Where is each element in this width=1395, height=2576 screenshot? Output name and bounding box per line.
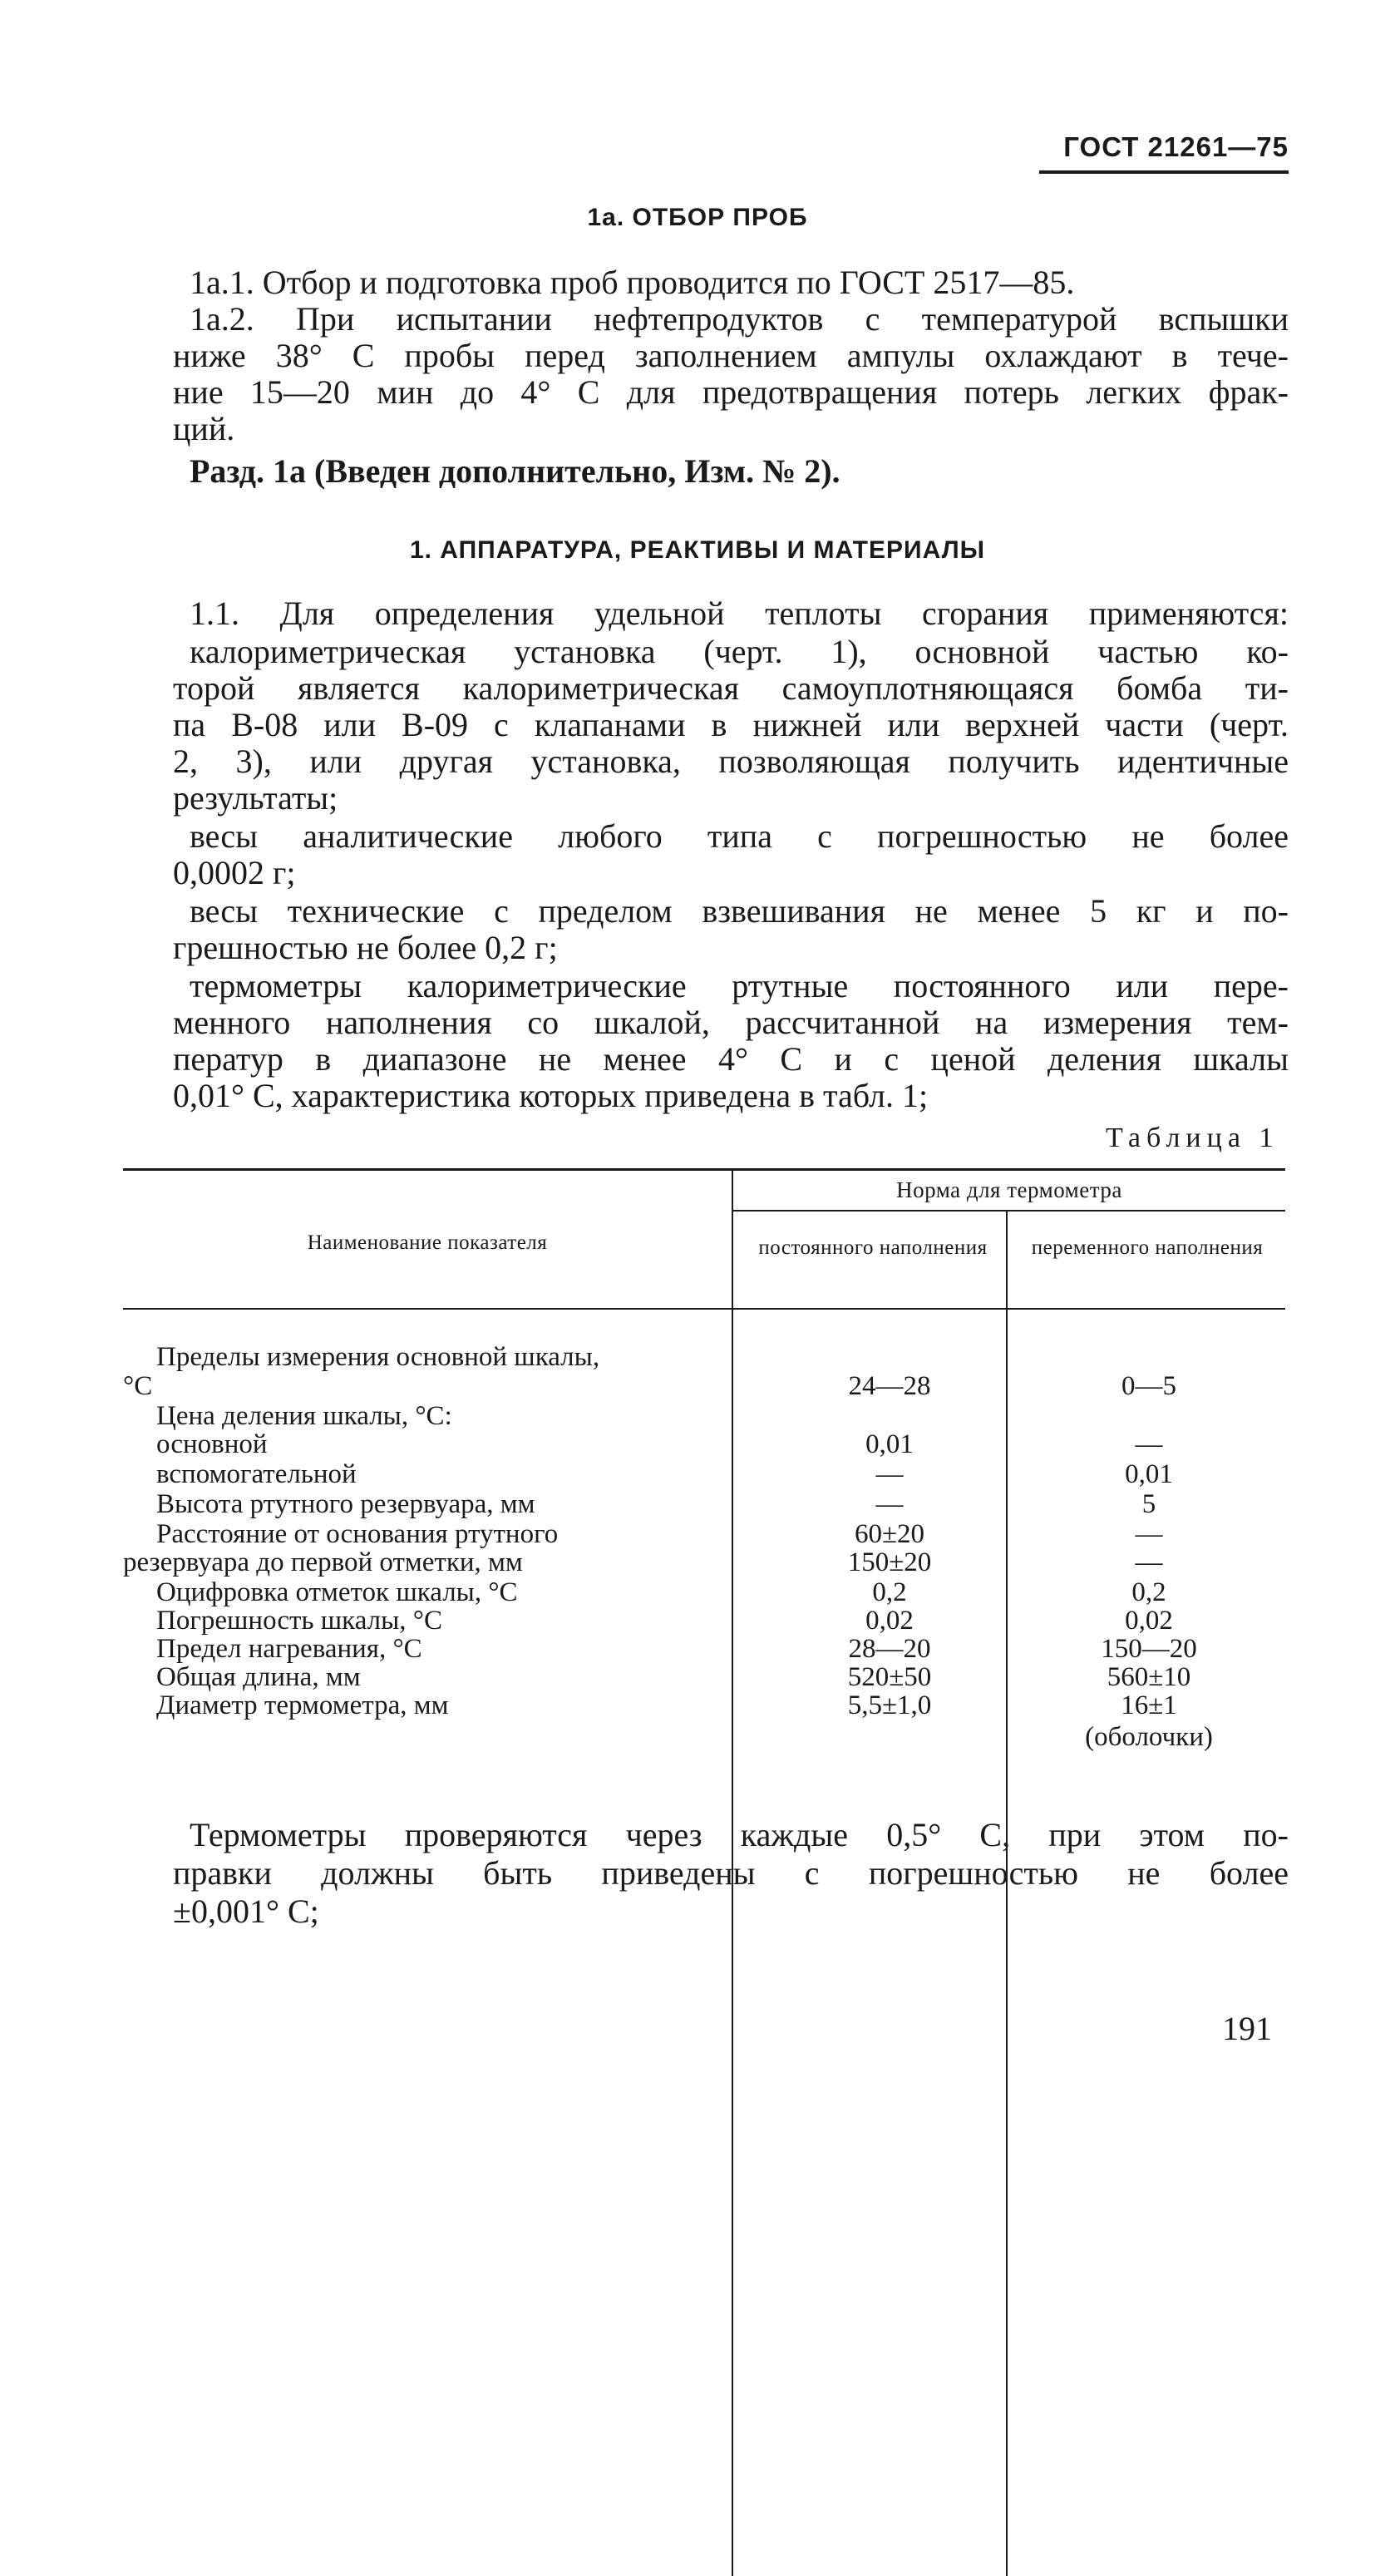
table-caption: Таблица 1	[1106, 1123, 1279, 1153]
table-cell: 5	[1141, 1489, 1156, 1519]
table-group-rule	[732, 1210, 1285, 1212]
table-cell: (оболочки)	[1085, 1722, 1213, 1752]
table-row-label: Пределы измерения основной шкалы,	[156, 1342, 600, 1372]
table-row-label: Предел нагревания, °С	[156, 1634, 422, 1664]
paragraph-line: ние 15—20 мин до 4° С для предотвращения потерь легких фрак-	[173, 373, 1289, 411]
table-row-label: основной	[156, 1429, 268, 1459]
table-row-label: Диаметр термометра, мм	[156, 1690, 449, 1720]
table-row-label: Оцифровка отметок шкалы, °С	[156, 1577, 518, 1607]
table-cell: 0,01	[865, 1429, 914, 1459]
header-underline	[1039, 170, 1289, 174]
table-row-label: Общая длина, мм	[156, 1662, 361, 1692]
paragraph-line: Термометры проверяются через каждые 0,5° С, при этом по-	[190, 1816, 1289, 1853]
table-header-col3: переменного наполнения	[1031, 1236, 1264, 1259]
table-header-col2: постоянного наполнения	[758, 1236, 988, 1259]
paragraph-line: ций.	[173, 410, 235, 447]
table-cell: 0,2	[872, 1577, 907, 1607]
paragraph-line: ператур в диапазоне не менее 4° С и с ценой деления шкалы	[173, 1040, 1289, 1078]
table-cell: 0,02	[1125, 1606, 1173, 1636]
table-column-divider	[1006, 1212, 1008, 2576]
paragraph-line: весы технические с пределом взвешивания не менее 5 кг и по-	[190, 892, 1289, 930]
table-row-label: вспомогательной	[156, 1459, 357, 1489]
document-code-header: ГОСТ 21261—75	[1063, 131, 1289, 162]
paragraph-line: 2, 3), или другая установка, позволяющая получить идентичные	[173, 743, 1289, 780]
paragraph-line: ±0,001° С;	[173, 1893, 319, 1930]
page-number: 191	[1222, 2010, 1272, 2047]
section-1-title: 1. АППАРАТУРА, РЕАКТИВЫ И МАТЕРИАЛЫ	[409, 536, 986, 564]
paragraph-line: менного наполнения со шкалой, рассчитанной на измерения тем-	[173, 1004, 1289, 1041]
paragraph-line: 1а.2. При испытании нефтепродуктов с температурой вспышки	[190, 300, 1289, 338]
table-header-group: Норма для термометра	[896, 1177, 1122, 1202]
table-cell: —	[1135, 1519, 1163, 1549]
table-row-label: Цена деления шкалы, °С:	[156, 1401, 452, 1431]
paragraph-line: 0,01° С, характеристика которых приведена в табл. 1;	[173, 1077, 929, 1114]
paragraph-line: калориметрическая установка (черт. 1), основной частью ко-	[190, 633, 1289, 670]
table-top-rule	[123, 1168, 1285, 1171]
table-cell: 0,01	[1125, 1459, 1173, 1489]
table-row-label: °С	[123, 1371, 153, 1401]
table-cell: 5,5±1,0	[847, 1690, 932, 1720]
paragraph-line: грешностью не более 0,2 г;	[173, 929, 558, 966]
table-header-bottom-rule	[123, 1308, 1285, 1310]
paragraph-line: правки должны быть приведены с погрешностью не более	[173, 1854, 1289, 1892]
table-row-label: Высота ртутного резервуара, мм	[156, 1489, 535, 1519]
paragraph-line: результаты;	[173, 779, 338, 817]
table-cell: 60±20	[854, 1519, 925, 1549]
table-header-name: Наименование показателя	[307, 1231, 548, 1254]
table-cell: 520±50	[847, 1662, 932, 1692]
paragraph-line: па В-08 или В-09 с клапанами в нижней или верхней части (черт.	[173, 706, 1289, 743]
table-row-label: Погрешность шкалы, °С	[156, 1606, 443, 1636]
paragraph-line: торой является калориметрическая самоуплотняющаяся бомба ти-	[173, 669, 1289, 707]
table-cell: —	[875, 1489, 904, 1519]
table-cell: 0,2	[1131, 1577, 1166, 1607]
paragraph-line: 1а.1. Отбор и подготовка проб проводится по ГОСТ 2517—85.	[190, 264, 1075, 301]
paragraph-line: термометры калориметрические ртутные постоянного или пере-	[190, 967, 1289, 1004]
amendment-note: Разд. 1а (Введен дополнительно, Изм. № 2).	[190, 452, 840, 490]
paragraph-line: 1.1. Для определения удельной теплоты сгорания применяются:	[190, 595, 1289, 632]
paragraph-line: весы аналитические любого типа с погрешностью не более	[190, 817, 1289, 855]
table-row-label: резервуара до первой отметки, мм	[123, 1547, 523, 1577]
table-cell: 150±20	[847, 1547, 932, 1577]
table-cell: 150—20	[1101, 1634, 1197, 1664]
table-cell: 24—28	[848, 1371, 931, 1401]
table-cell: 0—5	[1121, 1371, 1176, 1401]
table-cell: 0,02	[865, 1606, 914, 1636]
table-cell: 16±1	[1121, 1690, 1177, 1720]
table-row-label: Расстояние от основания ртутного	[156, 1519, 559, 1549]
section-1a-title: 1а. ОТБОР ПРОБ	[587, 204, 808, 231]
paragraph-line: ниже 38° С пробы перед заполнением ампулы охлаждают в тече-	[173, 337, 1289, 374]
table-cell: —	[1135, 1429, 1163, 1459]
table-cell: —	[875, 1459, 904, 1489]
paragraph-line: 0,0002 г;	[173, 854, 296, 891]
table-cell: 560±10	[1107, 1662, 1191, 1692]
table-cell: —	[1135, 1547, 1163, 1577]
table-cell: 28—20	[848, 1634, 931, 1664]
